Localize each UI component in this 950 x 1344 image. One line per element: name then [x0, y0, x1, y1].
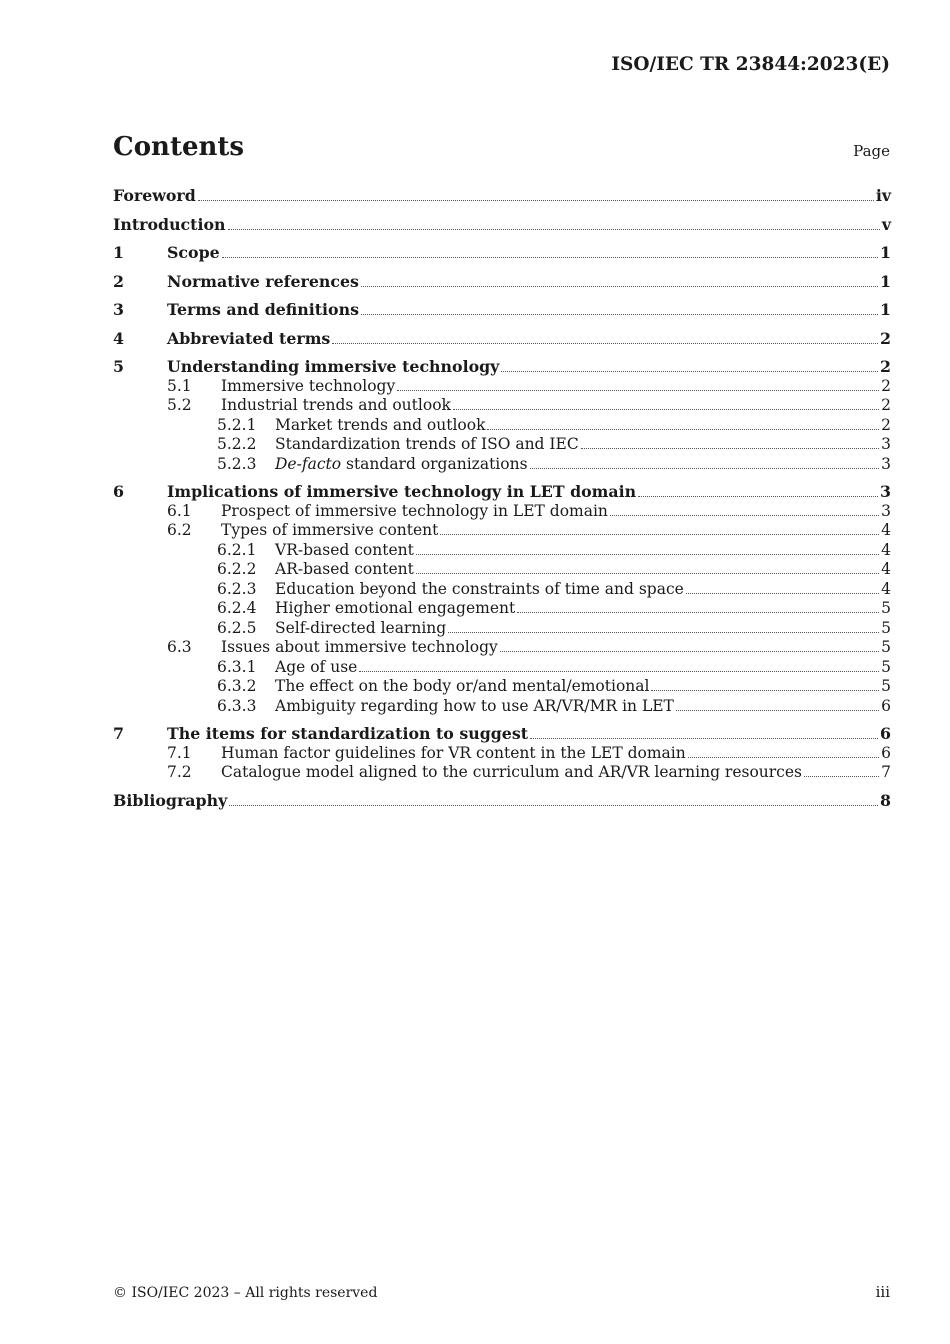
toc-entry-title: Scope	[167, 243, 220, 262]
toc-entry-number: 6.3	[167, 638, 192, 656]
toc-entry-title: Human factor guidelines for VR content in the LET domain	[221, 743, 686, 762]
toc-entry[interactable]	[113, 272, 891, 292]
toc-spacer	[113, 783, 891, 791]
toc-entry[interactable]	[113, 243, 891, 263]
toc-entry-number: 7.1	[167, 743, 192, 762]
dot-leader	[448, 632, 879, 633]
toc-entry-title	[275, 455, 528, 473]
toc-entry-title-rest: standard organizations	[341, 454, 528, 473]
toc-entry-title: AR-based content	[275, 560, 414, 578]
toc-entry[interactable]	[113, 697, 891, 717]
toc-entry[interactable]	[113, 791, 891, 811]
dot-leader	[453, 409, 879, 410]
toc-entry[interactable]	[113, 521, 891, 541]
dot-leader	[198, 200, 874, 201]
dot-leader	[804, 776, 879, 777]
toc-entry-title: Prospect of immersive technology in LET domain	[221, 501, 608, 520]
toc-entry[interactable]	[113, 638, 891, 658]
page-column-label: Page	[853, 142, 890, 160]
toc-entry-number: 6.2.4	[217, 599, 257, 617]
toc-entry-title: The effect on the body or/and mental/emotional	[275, 677, 650, 695]
toc-entry-title: Ambiguity regarding how to use AR/VR/MR in LET	[275, 696, 674, 715]
toc-entry[interactable]	[113, 435, 891, 455]
toc-entry-page: 4	[881, 521, 891, 539]
toc-entry-number: 6.2.5	[217, 618, 257, 637]
toc-entry-page: 4	[881, 540, 891, 559]
toc-entry[interactable]	[113, 416, 891, 436]
toc-entry-number: 6.1	[167, 501, 192, 520]
toc-entry-page: v	[881, 214, 891, 234]
toc-entry-page: 8	[880, 790, 891, 810]
toc-entry-page: 5	[881, 618, 891, 637]
dot-leader	[581, 448, 879, 449]
toc-entry-page: 5	[881, 638, 891, 656]
toc-entry[interactable]	[113, 455, 891, 475]
toc-spacer	[113, 206, 891, 215]
toc-entry[interactable]	[113, 215, 891, 235]
toc-entry-page: 3	[881, 454, 891, 473]
toc-entry-number: 7	[113, 724, 124, 743]
toc-entry[interactable]	[113, 186, 891, 206]
toc-entry-number: 6.2.2	[217, 560, 257, 578]
toc-entry-title: Abbreviated terms	[167, 328, 331, 348]
toc-entry-number: 1	[113, 243, 124, 262]
toc-entry-page: 5	[881, 677, 891, 695]
toc-entry-title-italic: De-facto	[275, 454, 342, 473]
toc-entry-page: 3	[881, 435, 891, 453]
dot-leader	[397, 390, 879, 391]
dot-leader	[440, 534, 879, 535]
toc-entry-page: 2	[881, 415, 891, 434]
toc-entry-number: 6.2.1	[217, 540, 257, 559]
document-identifier: ISO/IEC TR 23844:2023(E)	[611, 54, 890, 75]
dot-leader	[416, 573, 879, 574]
toc-entry-page: 5	[881, 657, 891, 676]
toc-entry-page: iv	[875, 186, 891, 205]
toc-entry-title: Industrial trends and outlook	[221, 396, 451, 414]
toc-entry-number: 5.1	[167, 376, 192, 395]
toc-entry-number: 6.3.2	[217, 677, 257, 695]
toc-entry-number: 6.3.3	[217, 696, 257, 715]
dot-leader	[229, 805, 878, 806]
dot-leader	[501, 371, 878, 372]
toc-entry-title: Issues about immersive technology	[221, 638, 498, 656]
toc-entry-title: Types of immersive content	[221, 521, 439, 539]
dot-leader	[688, 757, 879, 758]
toc-entry[interactable]	[113, 580, 891, 600]
toc-entry-page: 3	[881, 501, 891, 520]
toc-entry[interactable]	[113, 763, 891, 783]
toc-entry[interactable]	[113, 329, 891, 349]
toc-entry-title: Self-directed learning	[275, 618, 447, 637]
copyright-notice: © ISO/IEC 2023 – All rights reserved	[113, 1285, 378, 1301]
toc-entry-title: Age of use	[275, 657, 358, 676]
toc-spacer	[113, 291, 891, 300]
toc-entry-title: Market trends and outlook	[275, 415, 486, 434]
toc-entry-number: 5	[113, 357, 124, 376]
toc-spacer	[113, 234, 891, 243]
toc-entry-page: 4	[881, 579, 891, 598]
toc-entry-page: 1	[880, 243, 891, 262]
toc-entry[interactable]	[113, 619, 891, 639]
toc-entry-page: 4	[881, 560, 891, 578]
toc-entry-title: The items for standardization to suggest	[167, 724, 529, 743]
dot-leader	[500, 651, 879, 652]
toc-entry[interactable]	[113, 658, 891, 678]
dot-leader	[222, 257, 878, 258]
toc-entry-page: 1	[880, 300, 891, 319]
dot-leader	[610, 515, 879, 516]
toc-spacer	[113, 474, 891, 482]
toc-entry-page: 3	[880, 482, 891, 501]
toc-entry-title: Immersive technology	[221, 376, 396, 395]
toc-entry-page: 2	[881, 396, 891, 414]
toc-entry[interactable]	[113, 541, 891, 561]
dot-leader	[530, 738, 878, 739]
toc-entry-number: 6.3.1	[217, 657, 257, 676]
toc-entry-number: 5.2	[167, 396, 192, 414]
toc-entry-number: 6.2.3	[217, 579, 257, 598]
dot-leader	[359, 671, 879, 672]
toc-entry[interactable]	[113, 724, 891, 744]
toc-entry-page: 5	[881, 599, 891, 617]
toc-entry-number: 6	[113, 482, 124, 501]
dot-leader	[487, 429, 879, 430]
toc-spacer	[113, 263, 891, 272]
toc-entry-title: Foreword	[113, 186, 196, 205]
toc-spacer	[113, 320, 891, 329]
dot-leader	[651, 690, 879, 691]
dot-leader	[361, 286, 878, 287]
toc-entry-title: Education beyond the constraints of time and space	[275, 579, 684, 598]
toc-entry-page: 2	[880, 357, 891, 376]
toc-entry[interactable]	[113, 502, 891, 522]
toc-spacer	[113, 716, 891, 724]
toc-entry-page: 6	[881, 743, 891, 762]
dot-leader	[638, 496, 878, 497]
toc-entry-title: Introduction	[113, 214, 226, 234]
toc-entry-number: 5.2.1	[217, 415, 257, 434]
toc-entry[interactable]	[113, 560, 891, 580]
toc-entry-title: Normative references	[167, 271, 359, 291]
toc-entry-number: 6.2	[167, 521, 192, 539]
dot-leader	[361, 314, 878, 315]
toc-entry[interactable]	[113, 482, 891, 502]
dot-leader	[228, 229, 880, 230]
toc-entry[interactable]	[113, 357, 891, 377]
toc-entry[interactable]	[113, 396, 891, 416]
toc-entry-title: Higher emotional engagement	[275, 599, 516, 617]
toc-entry-title: Terms and definitions	[167, 300, 359, 319]
contents-heading: Contents	[113, 132, 245, 162]
toc-entry-title: Catalogue model aligned to the curriculum and AR/VR learning resources	[221, 763, 802, 781]
toc-spacer	[113, 348, 891, 357]
toc-entry-number: 3	[113, 300, 124, 319]
toc-entry-number: 5.2.2	[217, 435, 257, 453]
toc-entry-title: VR-based content	[275, 540, 414, 559]
dot-leader	[686, 593, 879, 594]
dot-leader	[517, 612, 879, 613]
toc-entry-title: Implications of immersive technology in LET domain	[167, 482, 637, 501]
dot-leader	[530, 468, 880, 469]
toc-entry-page: 2	[880, 328, 891, 348]
toc-entry-title: Standardization trends of ISO and IEC	[275, 435, 579, 453]
dot-leader	[676, 710, 879, 711]
toc-entry-number: 2	[113, 271, 124, 291]
toc-entry[interactable]	[113, 300, 891, 320]
dot-leader	[332, 343, 878, 344]
page-number: iii	[875, 1283, 890, 1301]
toc-entry-page: 2	[881, 376, 891, 395]
toc-entry-title: Bibliography	[113, 790, 228, 810]
toc-entry-page: 1	[880, 271, 891, 291]
table-of-contents	[113, 186, 891, 810]
toc-entry-number: 4	[113, 328, 124, 348]
toc-entry[interactable]	[113, 599, 891, 619]
dot-leader	[416, 554, 879, 555]
toc-entry-page: 6	[881, 696, 891, 715]
toc-entry-page: 7	[881, 763, 891, 781]
toc-entry[interactable]	[113, 744, 891, 764]
toc-entry[interactable]	[113, 677, 891, 697]
toc-entry-page: 6	[880, 724, 891, 743]
toc-entry-title: Understanding immersive technology	[167, 357, 500, 376]
toc-entry-number: 5.2.3	[217, 454, 257, 473]
toc-entry[interactable]	[113, 377, 891, 397]
toc-entry-number: 7.2	[167, 763, 192, 781]
